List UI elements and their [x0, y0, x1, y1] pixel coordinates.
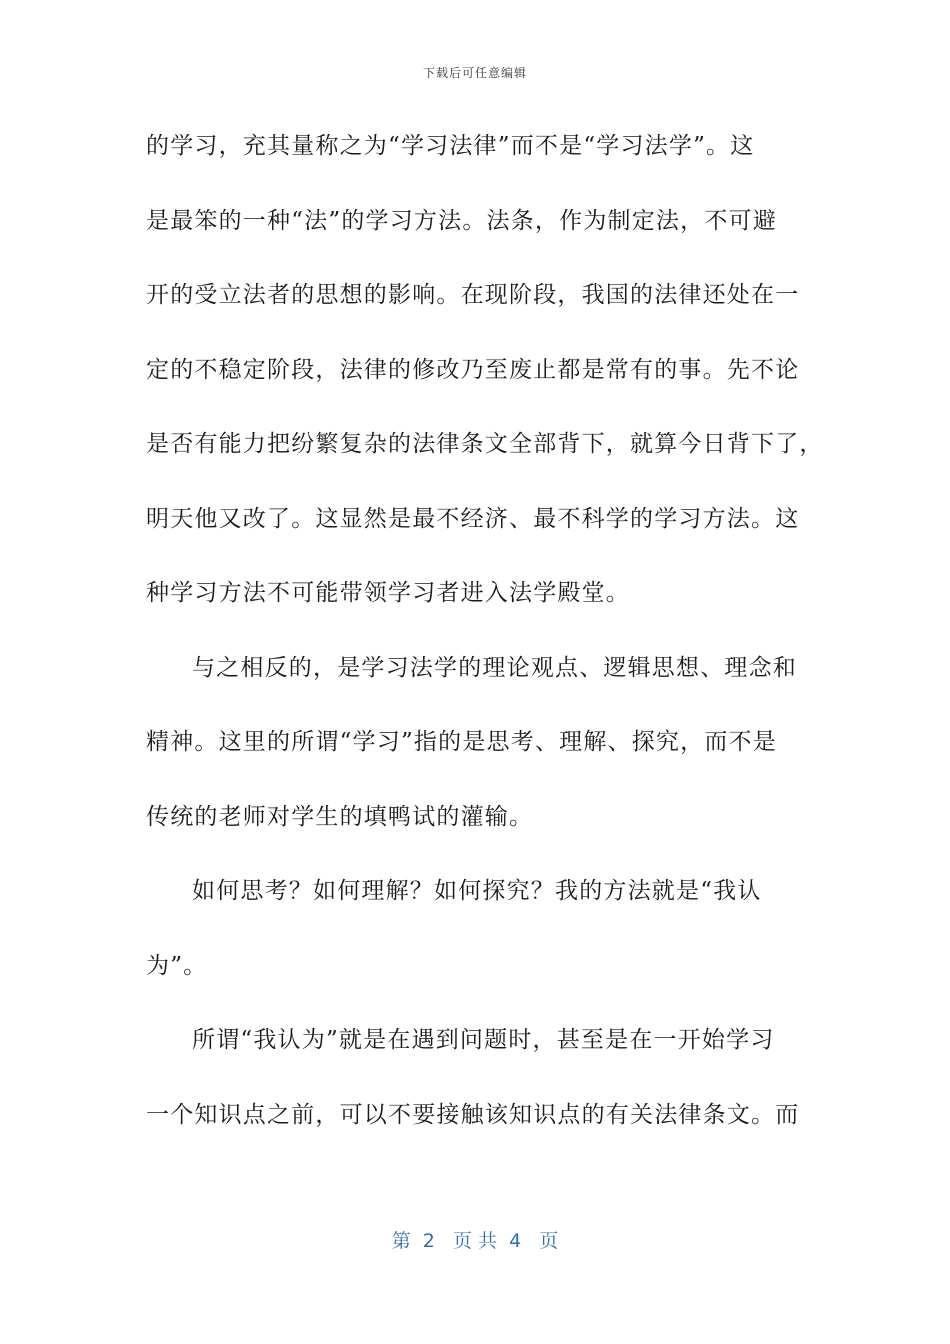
document-body — [146, 120, 824, 1163]
text-line: 种学习方法不可能带领学习者进入法学殿堂。 — [146, 580, 630, 606]
page-number-footer: 第 2 页 共 4 页 — [391, 1230, 559, 1252]
paragraph-start-line: 所谓“我认为”就是在遇到问题时，甚至是在一开始学习 — [192, 1027, 775, 1053]
text-line: 明天他又改了。这显然是最不经济、最不科学的学习方法。这 — [146, 505, 800, 532]
text-line: 是最笨的一种“法”的学习方法。法条，作为制定法，不可避 — [146, 207, 777, 234]
page-header: 下载后可任意编辑 — [422, 66, 527, 80]
paragraph-start-line: 与之相反的，是学习法学的理论观点、逻辑思想、理念和 — [192, 654, 797, 681]
paragraph-start-line: 如何思考？如何理解？如何探究？我的方法就是“我认 — [192, 878, 762, 904]
text-line: 传统的老师对学生的填鸭试的灌输。 — [146, 803, 534, 830]
text-line: 是否有能力把纷繁复杂的法律条文全部背下，就算今日背下了， — [146, 431, 824, 457]
text-line: 定的不稳定阶段，法律的修改乃至废止都是常有的事。先不论 — [146, 356, 800, 383]
text-line: 的学习，充其量称之为“学习法律”而不是“学习法学”。这 — [146, 133, 755, 159]
text-line: 一个知识点之前，可以不要接触该知识点的有关法律条文。而 — [146, 1101, 800, 1128]
text-line: 精神。这里的所谓“学习”指的是思考、理解、探究，而不是 — [146, 729, 777, 755]
text-line: 开的受立法者的思想的影响。在现阶段，我国的法律还处在一 — [146, 282, 800, 308]
text-line: 为”。 — [146, 952, 208, 979]
